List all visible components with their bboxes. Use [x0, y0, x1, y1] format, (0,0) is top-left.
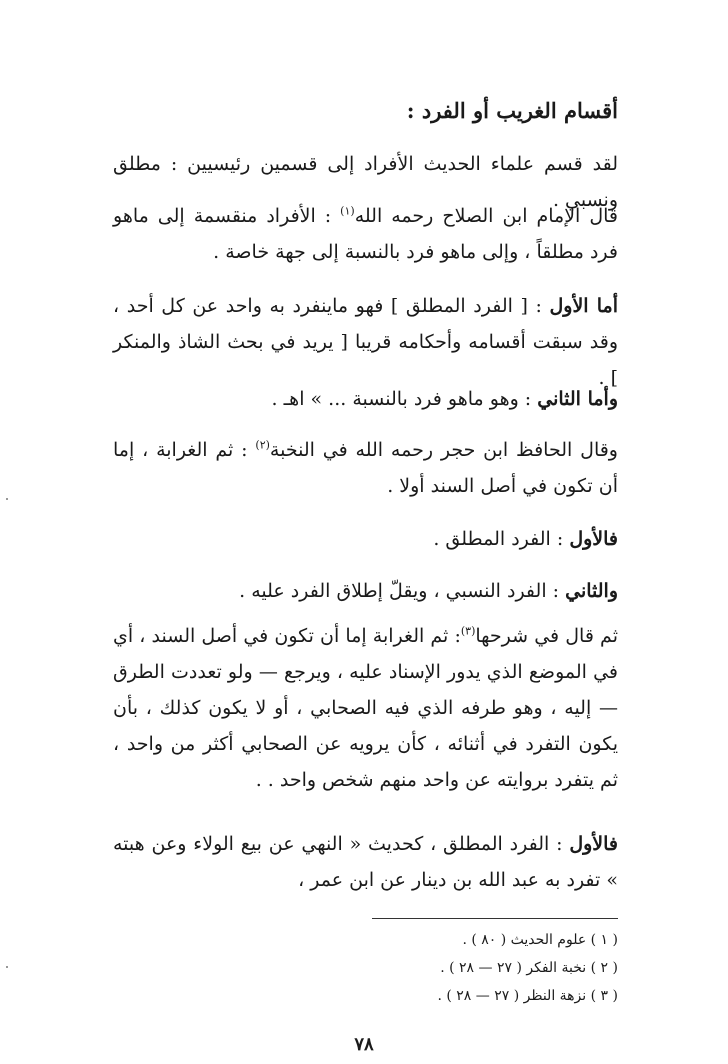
footnote-2: ( ٢ ) نخبة الفكر ( ٢٧ — ٢٨ ) . [440, 960, 618, 976]
paragraph-6-text: : الفرد المطلق . [433, 528, 570, 550]
paragraph-9 [113, 826, 618, 898]
paragraph-2-text-before: قال الإمام ابن الصلاح رحمه الله [354, 205, 619, 227]
paragraph-6-lead: فالأول [569, 528, 618, 550]
page-number: ٧٨ [354, 1034, 374, 1055]
footnote-1: ( ١ ) علوم الحديث ( ٨٠ ) . [462, 932, 618, 948]
footnote-divider [372, 918, 618, 919]
footnote-ref-2: (٢) [255, 438, 270, 452]
paragraph-5-text-after: : ثم الغرابة ، إما أن تكون في أصل السند أولا . [113, 439, 618, 497]
paragraph-6 [113, 521, 618, 557]
scan-speck [6, 498, 8, 500]
paragraph-9-lead: فالأول [569, 833, 618, 855]
paragraph-8-text-before: ثم قال في شرحها [475, 625, 618, 647]
paragraph-5-text-before: وقال الحافظ ابن حجر رحمه الله في النخبة [269, 439, 618, 461]
paragraph-3-lead: أما الأول [549, 295, 618, 317]
footnote-3: ( ٣ ) نزهة النظر ( ٢٧ — ٢٨ ) . [437, 988, 618, 1004]
paragraph-7-text: : الفرد النسبي ، ويقلّ إطلاق الفرد عليه . [239, 580, 566, 602]
paragraph-8-text-after: : ثم الغرابة إما أن تكون في أصل السند ، أي في الموضع الذي يدور الإسناد عليه ، ويرجع — ولو تعددت الطرق — إليه ، وهو طرفه الذي فيه الصحابي ، أو لا يكون كذلك ، بأن يكون التفرد في أثنائه ، كأن يرويه عن الصحابي أكثر من واحد ، ثم يتفرد بروايته عن واحد منهم شخص واحد . . [113, 625, 618, 791]
paragraph-9-text: : الفرد المطلق ، كحديث « النهي عن بيع الولاء وعن هبته » تفرد به عبد الله بن دينار عن ابن عمر ، [113, 833, 618, 891]
footnote-ref-3: (٣) [460, 624, 476, 638]
paragraph-7-lead: والثاني [565, 580, 618, 602]
paragraph-1: لقد قسم علماء الحديث الأفراد إلى قسمين رئيسيين : مطلق ونسبي . [113, 153, 618, 211]
scan-speck [6, 966, 8, 968]
paragraph-4-lead: وأما الثاني [537, 388, 618, 410]
section-heading: أقسام الغريب أو الفرد : [406, 98, 618, 123]
paragraph-5 [113, 432, 618, 504]
paragraph-3-text: : [ الفرد المطلق ] فهو ماينفرد به واحد عن كل أحد ، وقد سبقت أقسامه وأحكامه قريبا [ يريد في بحث الشاذ والمنكر ] . [113, 295, 618, 389]
paragraph-4-text: : وهو ماهو فرد بالنسبة ... » اهـ . [271, 388, 538, 410]
paragraph-3 [113, 288, 618, 396]
paragraph-7 [113, 573, 618, 609]
footnote-ref-1: (١) [340, 204, 355, 218]
paragraph-2-text-after: : الأفراد منقسمة إلى ماهو فرد مطلقاً ، وإلى ماهو فرد بالنسبة إلى جهة خاصة . [113, 205, 618, 263]
paragraph-8 [113, 618, 618, 798]
paragraph-4 [113, 381, 618, 417]
paragraph-2 [113, 198, 618, 270]
